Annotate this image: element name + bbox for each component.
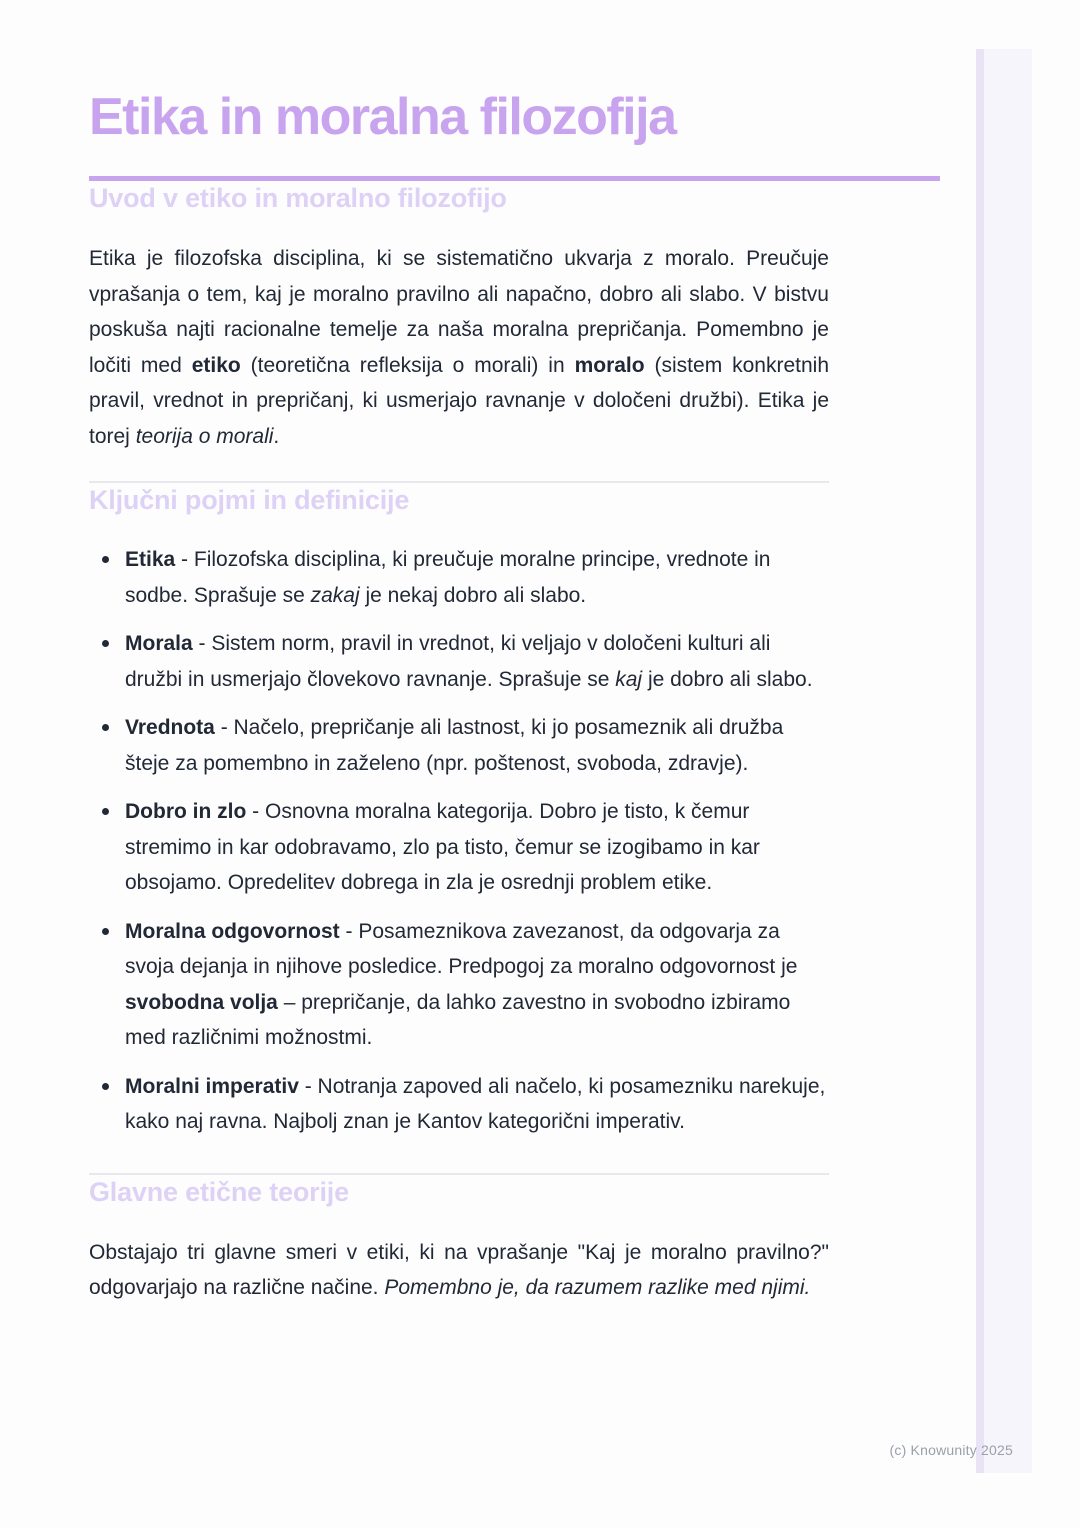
bullet-icon	[102, 1083, 109, 1090]
copyright-notice: (c) Knowunity 2025	[889, 1442, 1013, 1458]
page-title: Etika in moralna filozofija	[89, 88, 676, 146]
list-item	[89, 914, 829, 1056]
list-item-text: Moralna odgovornost - Posameznikova zavezanost, da odgovarja za svoja dejanja in njihove posledice. Predpogoj za moralno odgovornost je svobodna volja – prepričanje, da lahko zavestno in svobodno izbiramo med različnimi možnostmi.	[125, 919, 798, 1050]
list-item	[89, 1069, 829, 1140]
key-terms-list	[89, 542, 829, 1140]
document-content	[89, 0, 829, 1306]
bullet-icon	[102, 808, 109, 815]
bullet-icon	[102, 928, 109, 935]
bullet-icon	[102, 640, 109, 647]
list-item	[89, 710, 829, 781]
section-heading-theories: Glavne etične teorije	[89, 1176, 349, 1207]
section-heading-key-terms: Ključni pojmi in definicije	[89, 485, 410, 516]
list-item	[89, 542, 829, 613]
bullet-icon	[102, 724, 109, 731]
list-item	[89, 794, 829, 901]
list-item-text: Dobro in zlo - Osnovna moralna kategorija. Dobro je tisto, k čemur stremimo in kar odobravamo, zlo pa tisto, čemur se izogibamo in kar obsojamo. Opredelitev dobrega in zla je osrednji problem etike.	[125, 800, 760, 895]
list-item-text: Etika - Filozofska disciplina, ki preučuje moralne principe, vrednote in sodbe. Sprašuje se zakaj je nekaj dobro ali slabo.	[125, 548, 771, 607]
intro-paragraph: Etika je filozofska disciplina, ki se sistematično ukvarja z moralo. Preučuje vprašanja o tem, kaj je moralno pravilno ali napačno, dobro ali slabo. V bistvu poskuša najti racionalne temelje za naša moralna prepričanja. Pomembno je ločiti med etiko (teoretična refleksija o morali) in moralo (sistem konkretnih pravil, vrednot in prepričanj, ki usmerjajo ravnanje v določeni družbi). Etika je torej teorija o morali.	[89, 247, 830, 448]
section-heading-intro: Uvod v etiko in moralno filozofijo	[89, 183, 507, 214]
decorative-side-stripe	[976, 49, 1032, 1473]
list-item	[89, 626, 829, 697]
list-item-text: Morala - Sistem norm, pravil in vrednot, ki veljajo v določeni kulturi ali družbi in usmerjajo človekovo ravnanje. Sprašuje se kaj je dobro ali slabo.	[125, 632, 813, 691]
list-item-text: Moralni imperativ - Notranja zapoved ali načelo, ki posamezniku narekuje, kako naj ravna. Najbolj znan je Kantov kategorični imperativ.	[125, 1074, 826, 1134]
theories-paragraph: Obstajajo tri glavne smeri v etiki, ki na vprašanje "Kaj je moralno pravilno?" odgovarjajo na različne načine. Pomembno je, da razumem razlike med njimi.	[89, 1240, 829, 1300]
list-item-text: Vrednota - Načelo, prepričanje ali lastnost, ki jo posameznik ali družba šteje za pomembno in zaželeno (npr. poštenost, svoboda, zdravje).	[125, 716, 784, 775]
bullet-icon	[102, 556, 109, 563]
